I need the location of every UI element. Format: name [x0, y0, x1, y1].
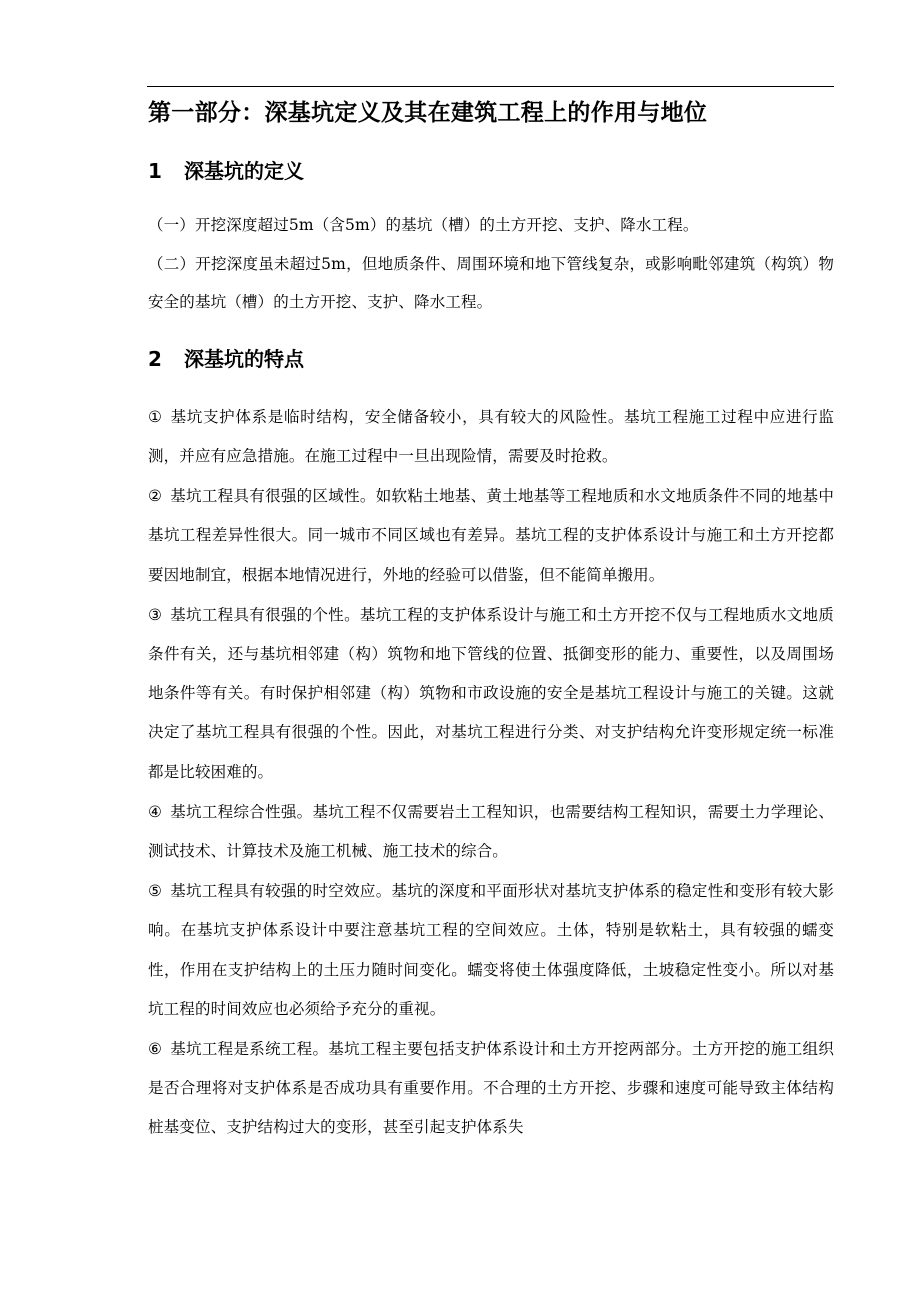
- item-text: 基坑支护体系是临时结构，安全储备较小，具有较大的风险性。基坑工程施工过程中应进行监测，并应有应急措施。在施工过程中一旦出现险情，需要及时抢救。: [148, 407, 834, 465]
- characteristic-item: [148, 398, 834, 476]
- section-title: 深基坑的定义: [184, 159, 304, 183]
- characteristics-list: [148, 398, 834, 1148]
- item-text: 基坑工程具有很强的区域性。如软粘土地基、黄土地基等工程地质和水文地质条件不同的地基中基坑工程差异性很大。同一城市不同区域也有差异。基坑工程的支护体系设计与施工和土方开挖都要因地制宜，根据本地情况进行，外地的经验可以借鉴，但不能简单搬用。: [148, 487, 835, 584]
- definition-paragraph: （一）开挖深度超过5m（含5m）的基坑（槽）的土方开挖、支护、降水工程。: [148, 216, 699, 234]
- item-marker: ⑥: [148, 1040, 163, 1059]
- definition-paragraph: （二）开挖深度虽未超过5m，但地质条件、周围环境和地下管线复杂，或影响毗邻建筑（构筑）物安全的基坑（槽）的土方开挖、支护、降水工程。: [148, 254, 834, 312]
- definition-list: [148, 206, 834, 322]
- characteristic-item: [148, 872, 834, 1029]
- section-heading-characteristics: [148, 344, 834, 374]
- characteristic-item: [148, 793, 834, 871]
- characteristic-item: [148, 1030, 834, 1148]
- item-marker: ①: [148, 407, 163, 426]
- header-rule: [147, 86, 834, 87]
- item-text: 基坑工程综合性强。基坑工程不仅需要岩土工程知识，也需要结构工程知识，需要土力学理论、测试技术、计算技术及施工机械、施工技术的综合。: [148, 802, 835, 861]
- section-title: 深基坑的特点: [184, 346, 304, 371]
- item-marker: ②: [148, 487, 163, 506]
- item-text: 基坑工程具有较强的时空效应。基坑的深度和平面形状对基坑支护体系的稳定性和变形有较大影响。在基坑支护体系设计中要注意基坑工程的空间效应。土体，特别是软粘土，具有较强的蠕变性，作用在支护结构上的土压力随时间变化。蠕变将使土体强度降低，土坡稳定性变小。所以对基坑工程的时间效应也必须给予充分的重视。: [148, 882, 835, 1018]
- section-number: 2: [148, 346, 162, 371]
- section-number: 1: [148, 159, 162, 183]
- item-text: 基坑工程具有很强的个性。基坑工程的支护体系设计与施工和土方开挖不仅与工程地质水文地质条件有关，还与基坑相邻建（构）筑物和地下管线的位置、抵御变形的能力、重要性，以及周围场地条件等有关。有时保护相邻建（构）筑物和市政设施的安全是基坑工程设计与施工的关键。这就决定了基坑工程具有很强的个性。因此，对基坑工程进行分类、对支护结构允许变形规定统一标准都是比较困难的。: [148, 605, 835, 781]
- characteristic-item: [148, 596, 834, 792]
- section-heading-definition: [148, 156, 834, 186]
- item-marker: ④: [148, 802, 163, 821]
- document-page: [148, 96, 834, 1149]
- item-marker: ③: [148, 605, 163, 624]
- item-text: 基坑工程是系统工程。基坑工程主要包括支护体系设计和土方开挖两部分。土方开挖的施工组织是否合理将对支护体系是否成功具有重要作用。不合理的土方开挖、步骤和速度可能导致主体结构桩基变位、支护结构过大的变形，甚至引起支护体系失: [148, 1040, 835, 1137]
- item-marker: ⑤: [148, 882, 163, 901]
- part-title: 第一部分：深基坑定义及其在建筑工程上的作用与地位: [148, 100, 708, 126]
- characteristic-item: [148, 477, 834, 595]
